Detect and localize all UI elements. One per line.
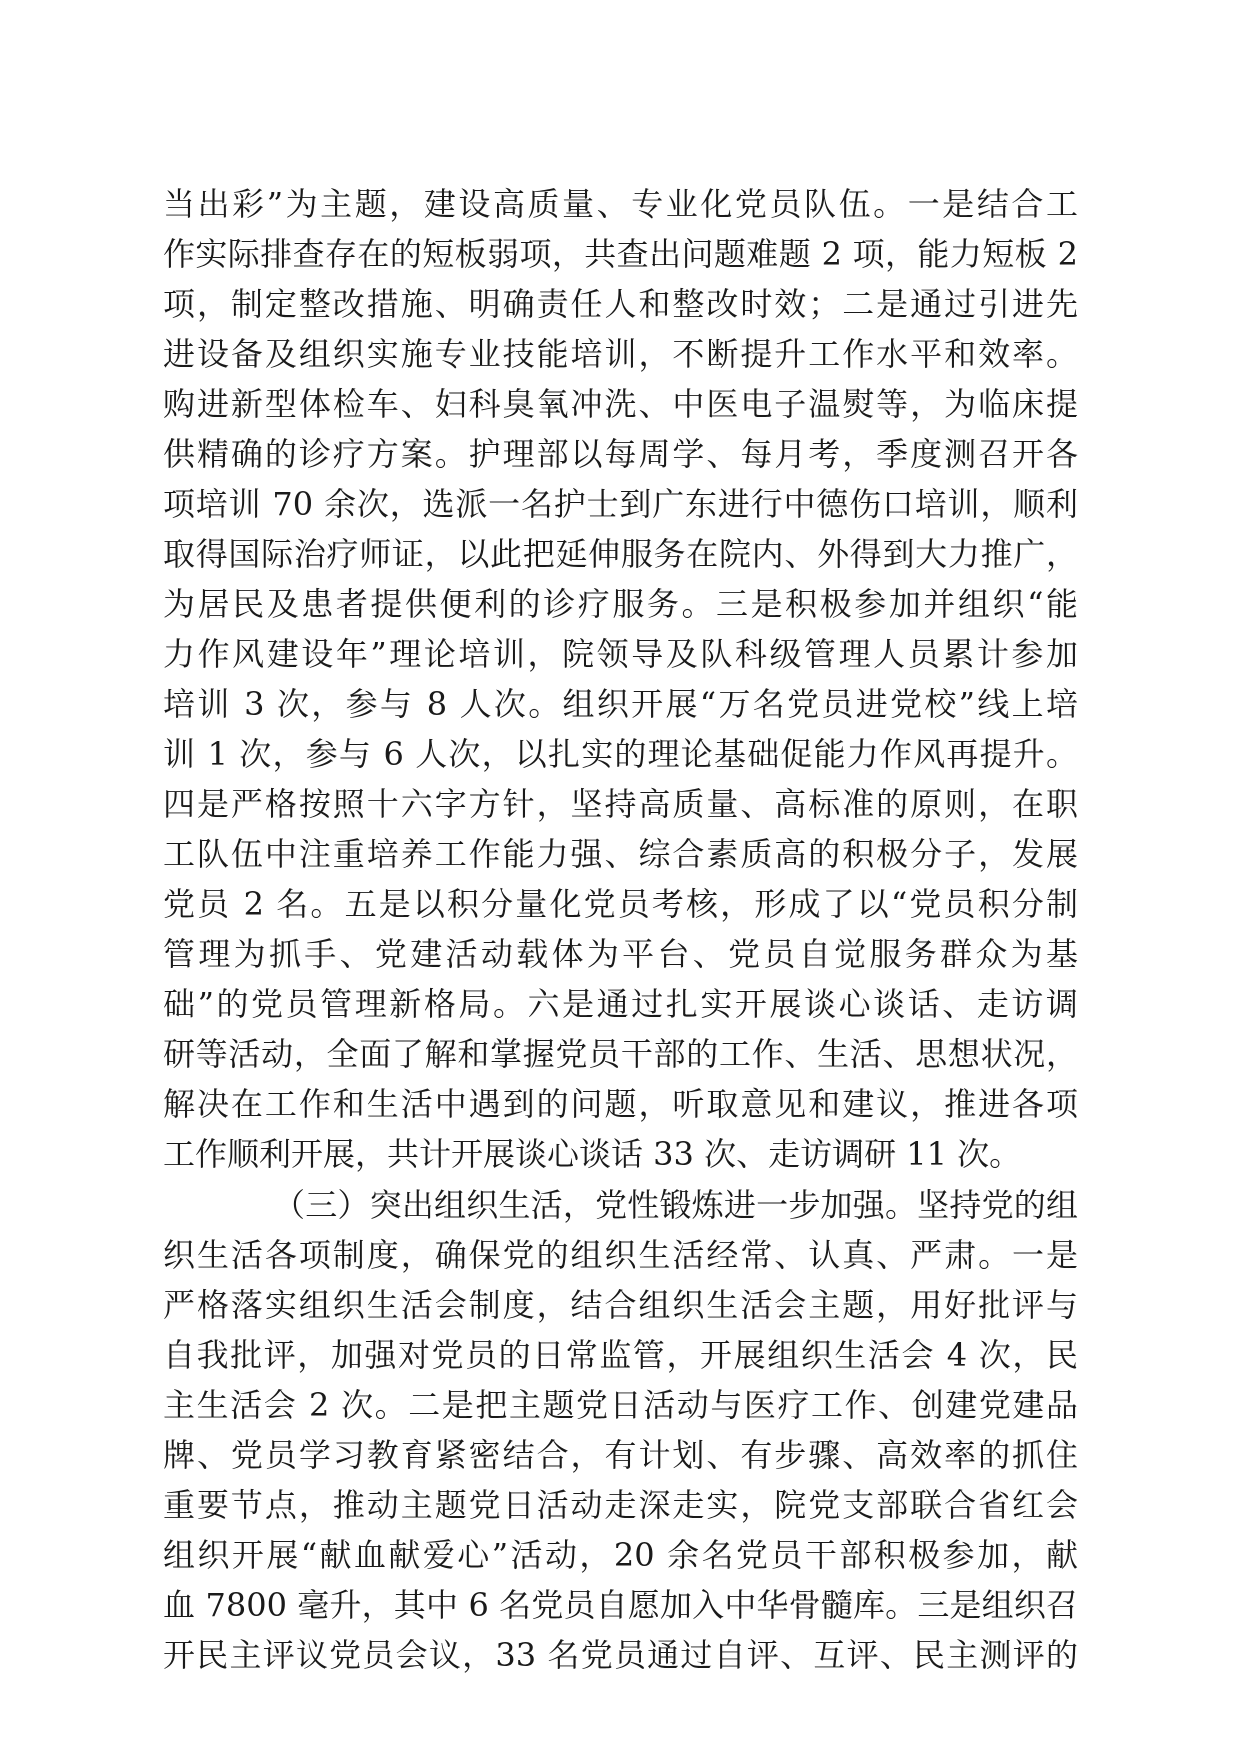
text-line: 开民主评议党员会议，33 名党员通过自评、互评、民主测评的	[163, 1636, 1078, 1674]
text-line: 自我批评，加强对党员的日常监管，开展组织生活会 4 次，民	[163, 1336, 1078, 1374]
section-heading-line: （三）突出组织生活，党性锻炼进一步加强。坚持党的组	[273, 1186, 1078, 1224]
paragraph-1	[163, 179, 1078, 1179]
text-line: 工作顺利开展，共计开展谈心谈话 33 次、走访调研 11 次。	[163, 1135, 1022, 1173]
text-line: 牌、党员学习教育紧密结合，有计划、有步骤、高效率的抓住	[163, 1436, 1078, 1474]
text-line: 重要节点，推动主题党日活动走深走实，院党支部联合省红会	[163, 1486, 1078, 1524]
text-line: 供精确的诊疗方案。护理部以每周学、每月考，季度测召开各	[163, 435, 1078, 473]
text-line: 当出彩”为主题，建设高质量、专业化党员队伍。一是结合工	[163, 185, 1078, 223]
text-line: 力作风建设年”理论培训，院领导及队科级管理人员累计参加	[163, 635, 1078, 673]
text-line: 织生活各项制度，确保党的组织生活经常、认真、严肃。一是	[163, 1236, 1078, 1274]
text-line: 为居民及患者提供便利的诊疗服务。三是积极参加并组织“能	[163, 585, 1078, 623]
text-line: 项培训 70 余次，选派一名护士到广东进行中德伤口培训，顺利	[163, 485, 1078, 523]
text-line: 工队伍中注重培养工作能力强、综合素质高的积极分子，发展	[163, 835, 1078, 873]
text-line: 管理为抓手、党建活动载体为平台、党员自觉服务群众为基	[163, 935, 1078, 973]
text-line: 四是严格按照十六字方针，坚持高质量、高标准的原则，在职	[163, 785, 1078, 823]
paragraph-2	[163, 1180, 1078, 1680]
text-line: 解决在工作和生活中遇到的问题，听取意见和建议，推进各项	[163, 1085, 1078, 1123]
text-line: 严格落实组织生活会制度，结合组织生活会主题，用好批评与	[163, 1286, 1078, 1324]
text-line: 取得国际治疗师证，以此把延伸服务在院内、外得到大力推广，	[163, 535, 1078, 573]
text-line: 主生活会 2 次。二是把主题党日活动与医疗工作、创建党建品	[163, 1386, 1078, 1424]
text-line: 党员 2 名。五是以积分量化党员考核，形成了以“党员积分制	[163, 885, 1078, 923]
text-line: 组织开展“献血献爱心”活动，20 余名党员干部积极参加，献	[163, 1536, 1078, 1574]
text-line: 血 7800 毫升，其中 6 名党员自愿加入中华骨髓库。三是组织召	[163, 1586, 1078, 1624]
text-line: 训 1 次，参与 6 人次，以扎实的理论基础促能力作风再提升。	[163, 735, 1078, 773]
text-line: 项，制定整改措施、明确责任人和整改时效；二是通过引进先	[163, 285, 1078, 323]
text-line: 研等活动，全面了解和掌握党员干部的工作、生活、思想状况，	[163, 1035, 1078, 1073]
text-line: 进设备及组织实施专业技能培训，不断提升工作水平和效率。	[163, 335, 1078, 373]
text-line: 作实际排查存在的短板弱项，共查出问题难题 2 项，能力短板 2	[163, 235, 1078, 273]
text-line: 购进新型体检车、妇科臭氧冲洗、中医电子温熨等，为临床提	[163, 385, 1078, 423]
text-line: 础”的党员管理新格局。六是通过扎实开展谈心谈话、走访调	[163, 985, 1078, 1023]
text-line: 培训 3 次，参与 8 人次。组织开展“万名党员进党校”线上培	[163, 685, 1078, 723]
